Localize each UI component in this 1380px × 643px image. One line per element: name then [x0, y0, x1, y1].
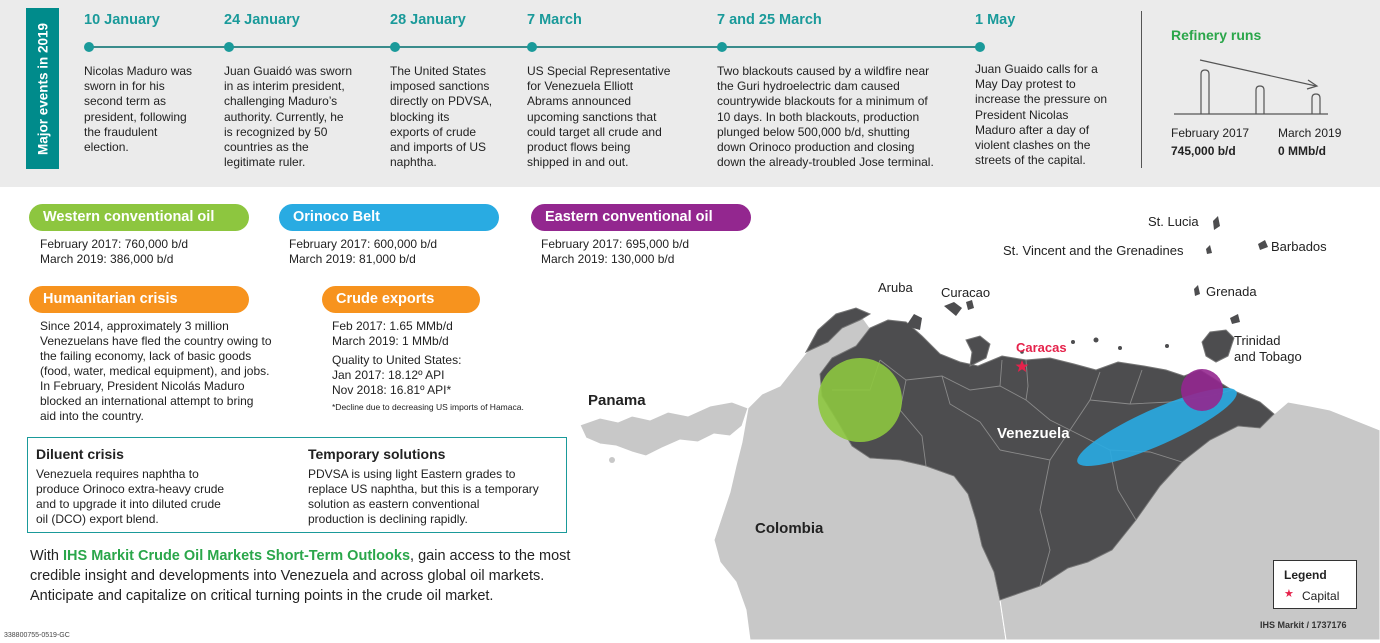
colombia-label: Colombia — [755, 520, 824, 537]
grenada-label: Grenada — [1206, 284, 1257, 299]
event-line: Maduro after a day of — [975, 122, 1090, 137]
paraguana-land — [966, 336, 990, 366]
temporary-line: production is declining rapidly. — [308, 512, 468, 526]
humanitarian-line: (food, water, medical equipment), and jobs. — [40, 364, 270, 378]
trend-arrow-icon — [1200, 60, 1316, 86]
orinoco-feb-2017: February 2017: 600,000 b/d — [289, 237, 438, 251]
eastern-feb-2017: February 2017: 695,000 b/d — [541, 237, 690, 251]
refinery-runs-graphic — [1170, 52, 1330, 118]
event-line: countries as the — [224, 140, 309, 155]
timeline-dot — [717, 42, 727, 52]
exports-footnote: *Decline due to decreasing US imports of Hamaca. — [332, 402, 524, 412]
panama-land — [580, 402, 748, 456]
trinidad-land — [1202, 330, 1234, 362]
western-feb-2017: February 2017: 760,000 b/d — [40, 237, 189, 251]
promo-product-link[interactable]: IHS Markit Crude Oil Markets Short-Term Outlooks — [63, 548, 411, 564]
band-divider — [1141, 11, 1142, 168]
event-line: 10 days. In both blackouts, production — [717, 109, 920, 124]
trinidad-label-1: Trinidad — [1234, 333, 1281, 348]
temporary-solutions-text — [308, 467, 563, 527]
western-oil-pill: Western conventional oil — [29, 204, 249, 231]
event-description — [84, 64, 192, 155]
event-line: Juan Guaidó was sworn — [224, 64, 353, 78]
eastern-mar-2019: March 2019: 130,000 b/d — [541, 252, 675, 266]
event-line: authority. Currently, he — [224, 109, 344, 124]
event-line: directly on PDVSA, — [390, 94, 493, 109]
map-legend — [1273, 560, 1357, 609]
exports-mar-2019: March 2019: 1 MMb/d — [332, 334, 449, 348]
event-description — [527, 64, 670, 170]
humanitarian-line: Since 2014, approximately 3 million — [40, 319, 229, 333]
event-line: The United States — [390, 64, 487, 78]
event-line: for Venezuela Elliott — [527, 79, 634, 94]
event-line: countrywide blackouts for a minimum of — [717, 94, 928, 109]
event-line: May Day protest to — [975, 77, 1076, 92]
event-line: president, following — [84, 109, 187, 124]
venezuela-map — [570, 190, 1380, 640]
humanitarian-line: In February, President Nicolás Maduro — [40, 379, 245, 393]
timeline-dot — [84, 42, 94, 52]
diluent-line: oil (DCO) export blend. — [36, 512, 159, 526]
venezuela-label: Venezuela — [997, 425, 1070, 442]
diluent-crisis-text — [36, 467, 276, 527]
humanitarian-crisis-pill: Humanitarian crisis — [29, 286, 249, 313]
event-line: down Orinoco production and closing — [717, 140, 915, 155]
legend-capital-label: Capital — [1302, 589, 1340, 603]
temporary-line: PDVSA is using light Eastern grades to — [308, 467, 516, 481]
event-date: 7 March — [527, 12, 582, 28]
event-line: and imports of US — [390, 140, 487, 155]
event-line: down the already-troubled Jose terminal. — [717, 155, 934, 170]
event-line: US Special Representative — [527, 64, 671, 78]
major-events-label — [26, 8, 59, 169]
event-date: 28 January — [390, 12, 466, 28]
document-code: 338800755-0519-GC — [4, 632, 70, 639]
event-line: naphtha. — [390, 155, 437, 170]
aruba-label: Aruba — [878, 280, 913, 295]
diluent-line: and to upgrade it into diluted crude — [36, 497, 221, 511]
trinidad-label-2: and Tobago — [1234, 349, 1302, 364]
western-oil-region — [818, 358, 902, 442]
promo-text — [30, 546, 610, 606]
diluent-crisis-title: Diluent crisis — [36, 446, 124, 462]
event-line: Two blackouts caused by a wildfire near — [717, 64, 930, 78]
exports-feb-2017: Feb 2017: 1.65 MMb/d — [332, 319, 453, 333]
event-description — [717, 64, 934, 170]
temporary-solutions-title: Temporary solutions — [308, 446, 446, 462]
promo-prefix: With — [30, 548, 64, 564]
curacao-island — [944, 302, 962, 316]
refinery-start-value: 745,000 b/d — [1171, 144, 1236, 158]
st-vincent-island — [1206, 245, 1212, 254]
event-line: streets of the capital. — [975, 153, 1086, 168]
st-lucia-label: St. Lucia — [1148, 214, 1199, 229]
humanitarian-text — [40, 319, 310, 424]
event-line: Abrams announced — [527, 94, 632, 109]
legend-title: Legend — [1284, 568, 1327, 582]
quality-heading: Quality to United States: — [332, 353, 462, 367]
quality-jan-2017: Jan 2017: 18.12º API — [332, 368, 445, 382]
refinery-runs-title: Refinery runs — [1171, 27, 1262, 43]
event-description — [390, 64, 492, 170]
barbados-island — [1258, 240, 1268, 250]
panama-label: Panama — [588, 392, 646, 409]
event-line: Juan Guaido calls for a — [975, 62, 1098, 76]
event-date: 10 January — [84, 12, 160, 28]
orinoco-mar-2019: March 2019: 81,000 b/d — [289, 252, 416, 266]
promo-rest: , gain access to the most credible insight and developments into Venezuela and across global oil markets. Anticipate and capitalize on critical turning points in the crude oil market. — [30, 548, 571, 604]
event-line: Nicolas Maduro was — [84, 64, 193, 78]
refinery-bar-mid — [1256, 86, 1264, 114]
event-line: is recognized by 50 — [224, 124, 328, 139]
humanitarian-line: the failing economy, lack of basic goods — [40, 349, 252, 363]
event-line: in as interim president, — [224, 79, 345, 94]
timeline-dot — [224, 42, 234, 52]
event-line: the Guri hydroelectric dam caused — [717, 79, 900, 94]
event-line: the fraudulent — [84, 124, 158, 139]
event-line: blocking its — [390, 109, 450, 124]
timeline-band — [0, 0, 1380, 187]
event-line: shipped in and out. — [527, 155, 629, 170]
event-line: could target all crude and — [527, 124, 662, 139]
event-line: increase the pressure on — [975, 92, 1108, 107]
event-line: violent clashes on the — [975, 138, 1091, 153]
diluent-line: produce Orinoco extra-heavy crude — [36, 482, 225, 496]
event-date: 1 May — [975, 12, 1016, 28]
major-events-text: Major events in 2019 — [35, 22, 50, 155]
event-line: imposed sanctions — [390, 79, 490, 94]
diluent-line: Venezuela requires naphtha to — [36, 467, 199, 481]
timeline-dot — [390, 42, 400, 52]
source-credit: IHS Markit / 1737176 — [1260, 620, 1347, 630]
temporary-line: solution as eastern conventional — [308, 497, 480, 511]
barbados-label: Barbados — [1271, 239, 1327, 254]
refinery-end-value: 0 MMb/d — [1278, 144, 1326, 158]
quality-nov-2018: Nov 2018: 16.81º API* — [332, 383, 452, 397]
caracas-label: Caracas — [1016, 340, 1067, 355]
humanitarian-line: aid into the country. — [40, 409, 144, 423]
event-line: legitimate ruler. — [224, 155, 306, 170]
event-description — [975, 62, 1107, 168]
orinoco-belt-pill: Orinoco Belt — [279, 204, 499, 231]
eastern-oil-pill: Eastern conventional oil — [531, 204, 751, 231]
event-line: challenging Maduro’s — [224, 94, 338, 109]
eastern-oil-region — [1181, 369, 1223, 411]
event-line: product flows being — [527, 140, 631, 155]
tobago-island — [1230, 314, 1240, 324]
event-date: 24 January — [224, 12, 300, 28]
event-line: upcoming sanctions that — [527, 109, 657, 124]
refinery-end-label: March 2019 — [1278, 126, 1342, 140]
event-line: President Nicolas — [975, 107, 1069, 122]
event-line: exports of crude — [390, 124, 477, 139]
capital-star-icon: ★ — [1284, 588, 1294, 600]
event-line: plunged below 500,000 b/d, shutting — [717, 124, 910, 139]
refinery-start-label: February 2017 — [1171, 126, 1250, 140]
refinery-bar-2019 — [1312, 94, 1320, 114]
western-mar-2019: March 2019: 386,000 b/d — [40, 252, 174, 266]
humanitarian-line: Venezuelans have fled the country owing to — [40, 334, 272, 348]
event-line: sworn in for his — [84, 79, 165, 94]
curacao-label: Curacao — [941, 285, 991, 300]
timeline-dot — [975, 42, 985, 52]
temporary-line: replace US naphtha, but this is a temporary — [308, 482, 539, 496]
bonaire-island — [966, 300, 974, 310]
crude-exports-pill: Crude exports — [322, 286, 480, 313]
refinery-bar-2017 — [1201, 70, 1209, 114]
event-line: election. — [84, 140, 129, 155]
humanitarian-line: blocked an international attempt to bring — [40, 394, 254, 408]
timeline-dot — [527, 42, 537, 52]
event-date: 7 and 25 March — [717, 12, 822, 28]
event-line: second term as — [84, 94, 167, 109]
grenada-island — [1194, 285, 1200, 296]
st-lucia-island — [1213, 216, 1220, 230]
event-description — [224, 64, 352, 170]
diluent-box — [27, 437, 567, 533]
st-vincent-label: St. Vincent and the Grenadines — [1003, 243, 1184, 258]
